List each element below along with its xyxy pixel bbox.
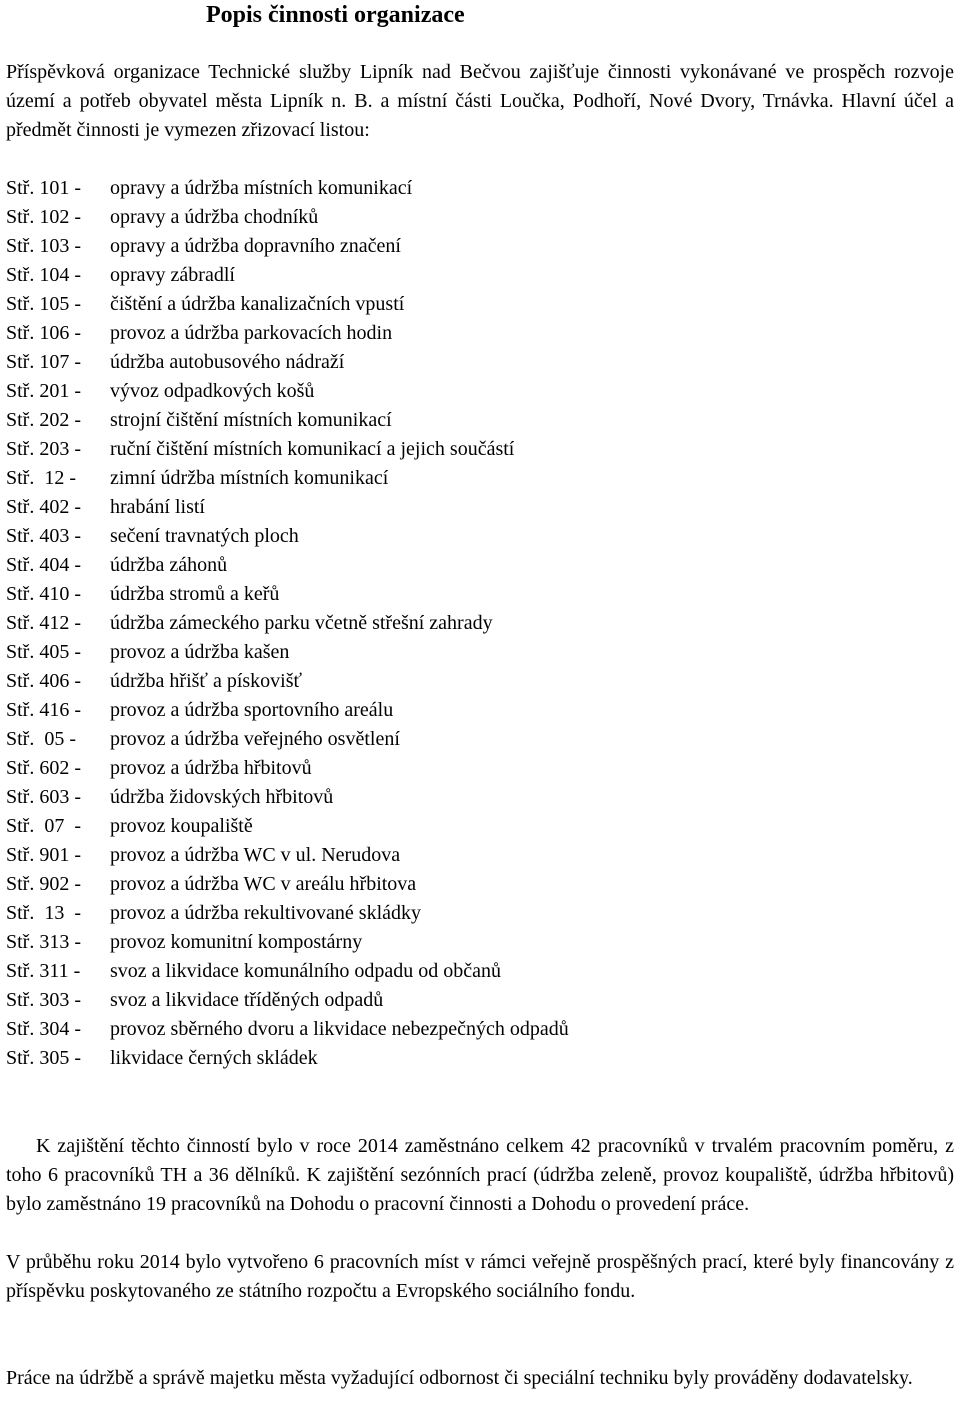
employment-paragraph: K zajištění těchto činností bylo v roce 2014 zaměstnáno celkem 42 pracovníků v trvalém pracovním poměru, z toho 6 pracovníků TH a 36 dělníků. K zajištění sezónních prací (údržba zeleně, provoz koupaliště, údržba hřbitovů) bylo zaměstnáno 19 pracovníků na Dohodu o pracovní činnosti a Dohodu o provedení práce. (6, 1135, 954, 1215)
activity-description: provoz a údržba WC v ul. Nerudova (110, 844, 401, 866)
activity-description: provoz a údržba veřejného osvětlení (110, 728, 400, 750)
public-works-paragraph: V průběhu roku 2014 bylo vytvořeno 6 pracovních míst v rámci veřejně prospěšných prací, které byly financovány z příspěvku poskytovaného ze státního rozpočtu a Evropského sociálního fondu. (6, 1251, 954, 1302)
activity-code: Stř. 106 - (6, 322, 86, 344)
list-item (6, 638, 946, 667)
activity-code: Stř. 102 - (6, 206, 86, 228)
activity-code: Stř. 303 - (6, 989, 86, 1011)
activity-list (6, 174, 946, 1073)
activity-description: sečení travnatých ploch (110, 525, 299, 547)
activity-code: Stř. 313 - (6, 931, 86, 953)
activity-description: ruční čištění místních komunikací a jejich součástí (110, 438, 515, 460)
list-item (6, 696, 946, 725)
activity-description: čištění a údržba kanalizačních vpustí (110, 293, 405, 315)
activity-code: Stř. 104 - (6, 264, 86, 286)
activity-description: údržba stromů a keřů (110, 583, 280, 605)
activity-description: provoz komunitní kompostárny (110, 931, 363, 953)
list-item (6, 957, 946, 986)
list-item (6, 174, 946, 203)
activity-code: Stř. 402 - (6, 496, 86, 518)
activity-code: Stř. 602 - (6, 757, 86, 779)
list-item (6, 464, 946, 493)
list-item (6, 290, 946, 319)
activity-description: provoz a údržba rekultivované skládky (110, 902, 422, 924)
activity-description: údržba autobusového nádraží (110, 351, 345, 373)
list-item (6, 667, 946, 696)
activity-code: Stř. 410 - (6, 583, 86, 605)
list-item (6, 580, 946, 609)
list-item (6, 348, 946, 377)
activity-description: opravy zábradlí (110, 264, 235, 286)
list-item (6, 232, 946, 261)
list-item (6, 406, 946, 435)
activity-description: provoz a údržba parkovacích hodin (110, 322, 393, 344)
activity-description: údržba zámeckého parku včetně střešní zahrady (110, 612, 493, 634)
list-item (6, 783, 946, 812)
list-item (6, 609, 946, 638)
list-item (6, 551, 946, 580)
list-item (6, 319, 946, 348)
activity-code: Stř. 201 - (6, 380, 86, 402)
activity-code: Stř. 101 - (6, 177, 86, 199)
list-item (6, 522, 946, 551)
list-item (6, 203, 946, 232)
activity-code: Stř. 404 - (6, 554, 86, 576)
activity-code: Stř. 103 - (6, 235, 86, 257)
list-item (6, 377, 946, 406)
activity-code: Stř. 107 - (6, 351, 86, 373)
list-item (6, 493, 946, 522)
activity-description: provoz sběrného dvoru a likvidace nebezpečných odpadů (110, 1018, 569, 1040)
activity-description: opravy a údržba chodníků (110, 206, 319, 228)
document-title: Popis činnosti organizace (206, 2, 465, 28)
activity-description: provoz koupaliště (110, 815, 253, 837)
activity-code: Stř. 13 - (6, 902, 86, 924)
activity-description: hrabání listí (110, 496, 205, 518)
activity-code: Stř. 405 - (6, 641, 86, 663)
activity-description: strojní čištění místních komunikací (110, 409, 392, 431)
activity-description: svoz a likvidace tříděných odpadů (110, 989, 384, 1011)
activity-description: provoz a údržba kašen (110, 641, 290, 663)
list-item (6, 812, 946, 841)
activity-code: Stř. 902 - (6, 873, 86, 895)
list-item (6, 899, 946, 928)
activity-description: provoz a údržba sportovního areálu (110, 699, 394, 721)
activity-description: zimní údržba místních komunikací (110, 467, 389, 489)
list-item (6, 928, 946, 957)
list-item (6, 1044, 946, 1073)
activity-description: údržba židovských hřbitovů (110, 786, 334, 808)
activity-description: údržba hřišť a pískovišť (110, 670, 303, 692)
activity-description: svoz a likvidace komunálního odpadu od občanů (110, 960, 502, 982)
activity-code: Stř. 12 - (6, 467, 81, 489)
activity-description: likvidace černých skládek (110, 1047, 318, 1069)
activity-description: provoz a údržba WC v areálu hřbitova (110, 873, 417, 895)
activity-description: opravy a údržba dopravního značení (110, 235, 401, 257)
intro-paragraph: Příspěvková organizace Technické služby Lipník nad Bečvou zajišťuje činnosti vykonávané ve prospěch rozvoje území a potřeb obyvatel města Lipník n. B. a místní části Loučka, Podhoří, Nové Dvory, Trnávka. Hlavní účel a předmět činnosti je vymezen zřizovací listou: (6, 61, 954, 141)
activity-code: Stř. 304 - (6, 1018, 86, 1040)
list-item (6, 754, 946, 783)
activity-description: údržba záhonů (110, 554, 228, 576)
activity-code: Stř. 305 - (6, 1047, 86, 1069)
activity-description: vývoz odpadkových košů (110, 380, 315, 402)
list-item (6, 986, 946, 1015)
activity-description: opravy a údržba místních komunikací (110, 177, 413, 199)
activity-description: provoz a údržba hřbitovů (110, 757, 312, 779)
list-item (6, 261, 946, 290)
contractors-paragraph: Práce na údržbě a správě majetku města vyžadující odbornost či speciální techniku byly prováděny dodavatelsky. (6, 1367, 913, 1389)
activity-code: Stř. 416 - (6, 699, 86, 721)
activity-code: Stř. 202 - (6, 409, 86, 431)
activity-code: Stř. 311 - (6, 960, 86, 982)
list-item (6, 1015, 946, 1044)
activity-code: Stř. 603 - (6, 786, 86, 808)
activity-code: Stř. 406 - (6, 670, 86, 692)
list-item (6, 841, 946, 870)
activity-code: Stř. 403 - (6, 525, 86, 547)
list-item (6, 435, 946, 464)
activity-code: Stř. 05 - (6, 728, 81, 750)
activity-code: Stř. 412 - (6, 612, 86, 634)
activity-code: Stř. 203 - (6, 438, 86, 460)
list-item (6, 725, 946, 754)
activity-code: Stř. 901 - (6, 844, 86, 866)
activity-code: Stř. 07 - (6, 815, 86, 837)
activity-code: Stř. 105 - (6, 293, 86, 315)
list-item (6, 870, 946, 899)
